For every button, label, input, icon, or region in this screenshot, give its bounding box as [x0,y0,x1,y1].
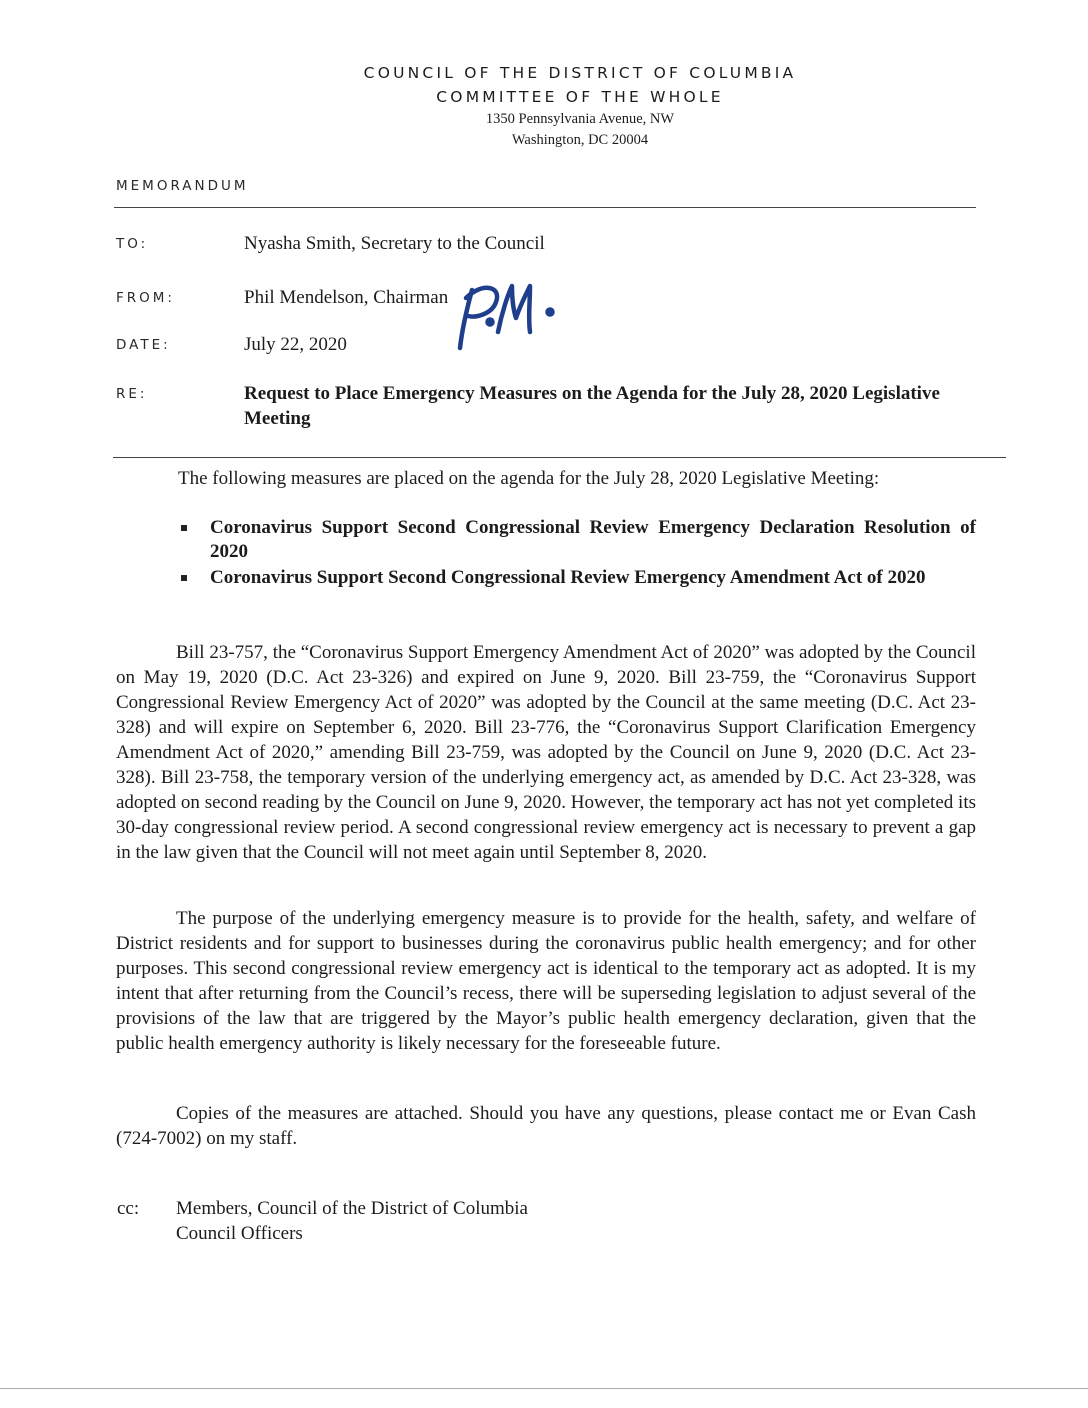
to-label: TO: [116,236,149,252]
header-divider [114,207,976,208]
paragraph-contact: Copies of the measures are attached. Should you have any questions, please contact me or Evan Cash (724-7002) on my staff. [116,1103,976,1149]
page-bottom-edge [0,1388,1088,1389]
date-value: July 22, 2020 [244,334,347,355]
memorandum-label: MEMORANDUM [116,178,249,194]
date-label: DATE: [116,337,171,353]
subject-divider [113,457,1006,458]
cc-recipient: Council Officers [176,1223,303,1244]
paragraph-background: Bill 23-757, the “Coronavirus Support Emergency Amendment Act of 2020” was adopted by the Council on May 19, 2020 (D.C. Act 23-326) and expired on June 9, 2020. Bill 23-759, the “Coronavirus Support Congressional Review Emergency Act of 2020” was adopted by the Council at the same meeting (D.C. Act 23-328) and will expire on September 6, 2020. Bill 23-776, the “Coronavirus Support Clarification Emergency Amendment Act of 2020,” amending Bill 23-759, was adopted by the Council on June 9, 2020 (D.C. Act 23-328). Bill 23-758, the temporary version of the underlying emergency act, as amended by D.C. Act 23-328, was adopted on second reading by the Council on June 9, 2020. However, the temporary act has not yet completed its 30-day congressional review period. A second congressional review emergency act is necessary to prevent a gap in the law given that the Council will not meet again until September 8, 2020. [116,642,976,863]
letterhead-org: COUNCIL OF THE DISTRICT OF COLUMBIA [363,64,797,82]
re-subject: Request to Place Emergency Measures on the Agenda for the July 28, 2020 Legislative Meeting [244,383,940,429]
cc-recipient: Members, Council of the District of Columbia [176,1198,528,1219]
paragraph-purpose: The purpose of the underlying emergency measure is to provide for the health, safety, and welfare of District residents and for support to businesses during the coronavirus public health emergency; and for other purposes. This second congressional review emergency act is identical to the temporary act as adopted. It is my intent that after returning from the Council’s recess, there will be superseding legislation to adjust several of the provisions of the law that are triggered by the Mayor’s public health emergency declaration, given that the public health emergency authority is likely necessary for the foreseeable future. [116,908,976,1054]
letterhead-committee: COMMITTEE OF THE WHOLE [436,88,724,106]
signature-initials [452,272,562,352]
measure-item [178,516,976,564]
cc-recipients [176,1196,528,1246]
bullet-icon [181,575,187,581]
measure-text: Coronavirus Support Second Congressional Review Emergency Amendment Act of 2020 [210,567,926,588]
bullet-icon [181,525,187,531]
to-value: Nyasha Smith, Secretary to the Council [244,233,545,254]
measures-list [178,516,976,592]
re-label: RE: [116,386,148,402]
letterhead-address-line-1: 1350 Pennsylvania Avenue, NW [485,111,675,127]
from-value: Phil Mendelson, Chairman [244,287,449,308]
intro-text: The following measures are placed on the agenda for the July 28, 2020 Legislative Meeting: [178,468,880,489]
measure-item [178,566,976,590]
cc-label: cc: [117,1198,140,1219]
letterhead-address-line-2: Washington, DC 20004 [511,132,649,148]
measure-text: Coronavirus Support Second Congressional Review Emergency Declaration Resolution of 2020 [210,517,976,562]
from-label: FROM: [116,290,175,306]
